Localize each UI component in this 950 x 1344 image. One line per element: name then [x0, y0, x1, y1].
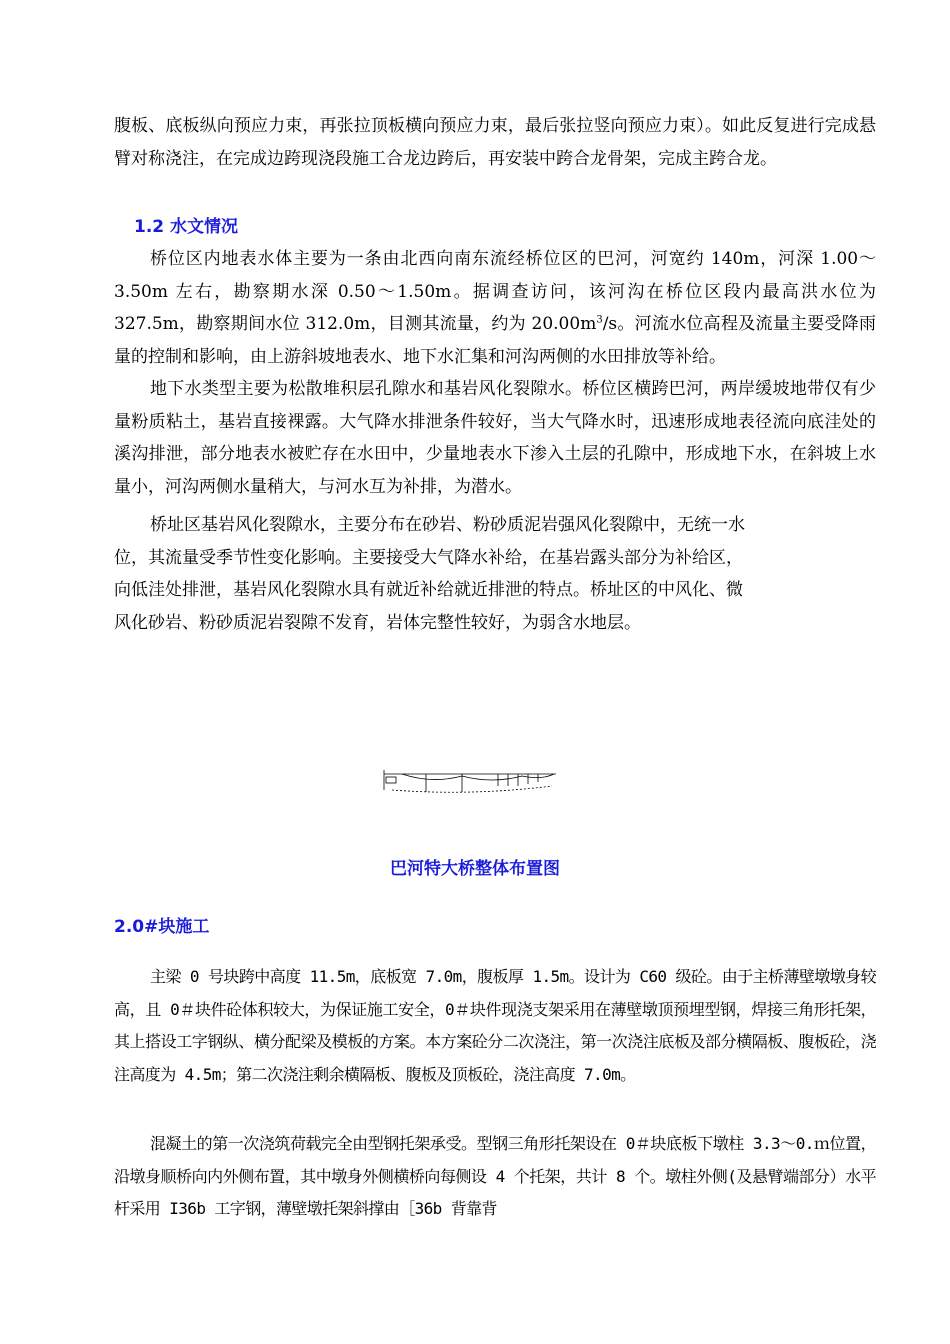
- bridge-girder-curve: [402, 774, 554, 780]
- intro-paragraph: 腹板、底板纵向预应力束，再张拉顶板横向预应力束，最后张拉竖向预应力束）。如此反复进行完成悬臂对称浇注，在完成边跨现浇段施工合龙边跨后，再安装中跨合龙骨架，完成主跨合龙。: [114, 116, 876, 169]
- hydrology-paragraph-3-line: 桥址区基岩风化裂隙水，主要分布在砂岩、粉砂质泥岩强风化裂隙中，无统一水: [150, 515, 745, 535]
- ground-line: [392, 786, 552, 792]
- hydrology-paragraph-2: 地下水类型主要为松散堆积层孔隙水和基岩风化裂隙水。桥位区横跨巴河，两岸缓坡地带仅有少量粉质粘土，基岩直接裸露。大气降水排泄条件较好，当大气降水时，迅速形成地表径流向底洼处的溪沟排泄，部分地表水被贮存在水田中，少量地表水下渗入土层的孔隙中，形成地下水，在斜坡上水量小，河沟两侧水量稍大，与河水互为补排，为潜水。: [114, 379, 876, 497]
- bridge-layout-figure: [382, 768, 558, 794]
- superscript-cubed: 3: [596, 314, 603, 326]
- hydrology-paragraph-3-line: 位，其流量受季节性变化影响。主要接受大气降水补给，在基岩露头部分为补给区，: [114, 547, 743, 568]
- legend-box: [386, 777, 396, 783]
- section-heading-1-2: 1.2 水文情况: [134, 217, 239, 237]
- section-heading-2-0: 2.0#块施工: [114, 917, 210, 937]
- hydrology-paragraph-3-line: 风化砂岩、粉砂质泥岩裂隙不发育，岩体完整性较好，为弱含水地层。: [114, 612, 641, 633]
- hydrology-paragraph-3-line: 向低洼处排泄，基岩风化裂隙水具有就近补给就近排泄的特点。桥址区的中风化、微: [114, 580, 743, 600]
- hydrology-paragraph-1-part-b: /s。河流水位高程及流量主要受降雨量的控制和影响，由上游斜坡地表水、地下水汇集和河沟两侧的水田排放等补给。: [114, 314, 876, 367]
- block-construction-paragraph-1: 主梁 0 号块跨中高度 11.5m，底板宽 7.0m，腹板厚 1.5m。设计为 C60 级砼。由于主桥薄壁墩墩身较高，且 0＃块件砼体积较大，为保证施工安全，0＃块件现浇支架采用在薄壁墩顶预埋型钢，焊接三角形托架，其上搭设工字钢纵、横分配梁及模板的方案。本方案砼分二次浇注，第一次浇注底板及部分横隔板、腹板砼，浇注高度为 4.5m；第二次浇注剩余横隔板、腹板及顶板砼，浇注高度 7.0m。: [114, 967, 876, 1084]
- hydrology-paragraph-1: [114, 243, 876, 373]
- block-construction-paragraph-2: 混凝土的第一次浇筑荷载完全由型钢托架承受。型钢三角形托架设在 0＃块底板下墩柱 3.3～0.ｍ位置，沿墩身顺桥向内外侧布置，其中墩身外侧横桥向每侧设 4 个托架，共计 8 个。墩柱外侧(及悬臂端部分）水平杆采用 I36b 工字钢，薄壁墩托架斜撑由［36b 背靠背: [114, 1134, 876, 1218]
- hydrology-paragraph-1-part-a: 桥位区内地表水体主要为一条由北西向南东流经桥位区的巴河，河宽约 140m，河深 1.00～3.50m 左右，勘察期水深 0.50～1.50m。据调查访问，该河沟在桥位区段内最高洪水位为 327.5m，勘察期间水位 312.0m，目测其流量，约为 20.00m: [114, 249, 876, 334]
- figure-caption: 巴河特大桥整体布置图: [390, 859, 560, 879]
- hydrology-paragraph-3: [114, 509, 876, 639]
